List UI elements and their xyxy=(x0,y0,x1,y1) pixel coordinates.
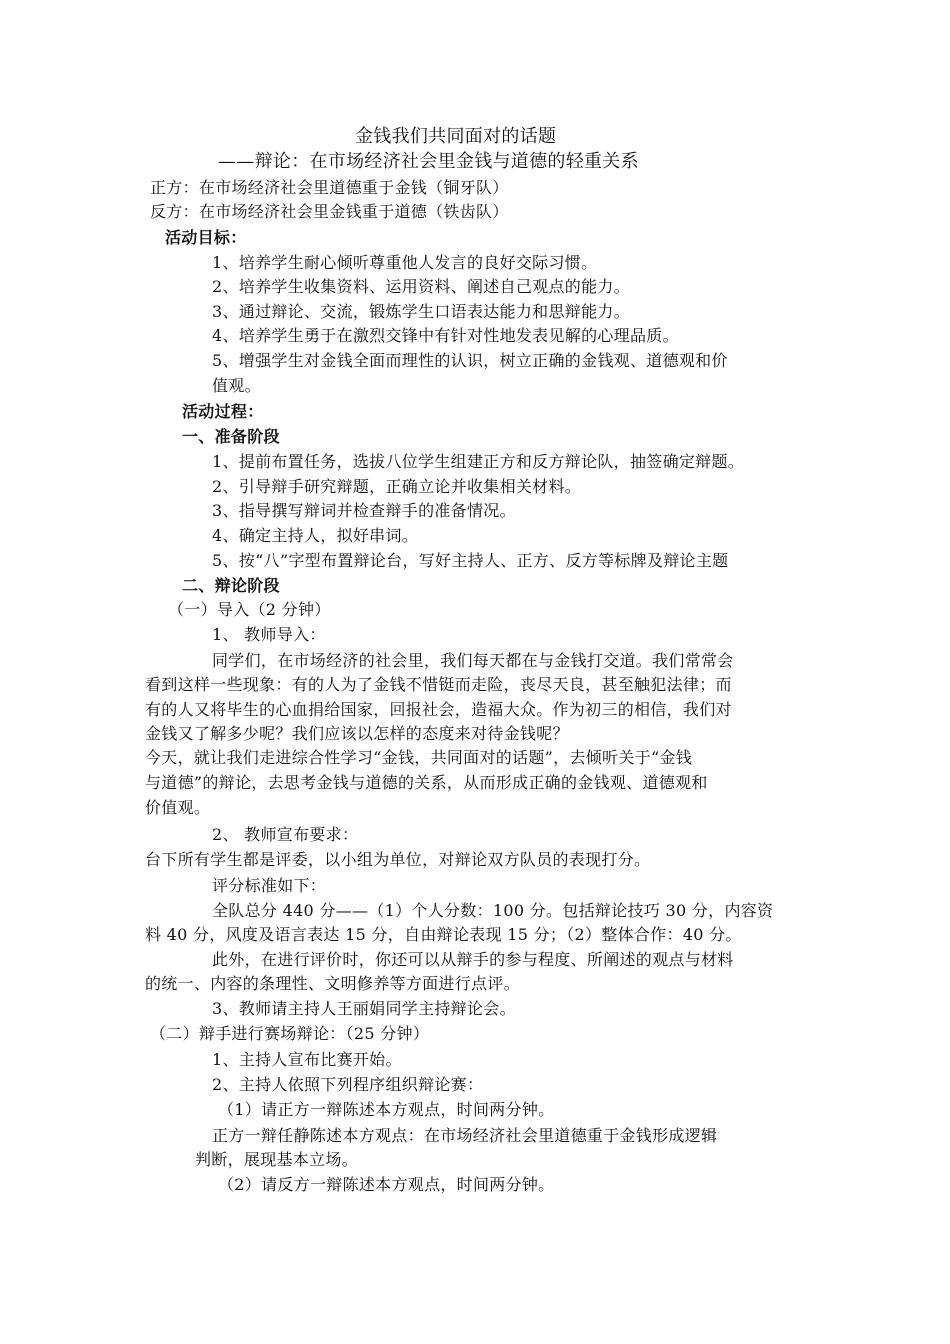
part1-heading: （一）导入（2 分钟） xyxy=(168,600,331,619)
stage1-heading: 一、准备阶段 xyxy=(182,427,280,446)
document-subtitle: ——辩论：在市场经济社会里金钱与道德的轻重关系 xyxy=(218,151,639,172)
debate-step: （1）请正方一辩陈述本方观点，时间两分钟。 xyxy=(218,1100,555,1119)
requirements-line: 台下所有学生都是评委，以小组为单位，对辩论双方队员的表现打分。 xyxy=(145,850,651,869)
part2-heading: （二）辩手进行赛场辩论：（25 分钟） xyxy=(150,1024,430,1043)
stage1-item: 4、确定主持人，拟好串词。 xyxy=(212,526,419,545)
evaluation-line: 的统一、内容的条理性、文明修养等方面进行点评。 xyxy=(145,974,520,993)
step-detail-line: 正方一辩任静陈述本方观点：在市场经济社会里道德重于金钱形成逻辑 xyxy=(212,1126,718,1145)
intro-paragraph-line: 与道德”的辩论，去思考金钱与道德的关系，从而形成正确的金钱观、道德观和 xyxy=(145,773,708,792)
intro-paragraph-line: 价值观。 xyxy=(145,798,211,817)
pro-side-line: 正方：在市场经济社会里道德重于金钱（铜牙队） xyxy=(150,178,509,197)
stage2-heading: 二、辩论阶段 xyxy=(182,576,280,595)
intro-paragraph-line: 金钱又了解多少呢？我们应该以怎样的态度来对待金钱呢？ xyxy=(145,724,569,743)
stage1-item: 3、指导撰写辩词并检查辩手的准备情况。 xyxy=(212,501,516,520)
goal-item: 2、培养学生收集资料、运用资料、阐述自己观点的能力。 xyxy=(212,277,630,296)
intro-paragraph-line: 同学们，在市场经济的社会里，我们每天都在与金钱打交道。我们常常会 xyxy=(212,651,734,670)
goal-item: 1、培养学生耐心倾听尊重他人发言的良好交际习惯。 xyxy=(212,253,598,272)
host-invite-line: 3、教师请主持人王丽娟同学主持辩论会。 xyxy=(212,999,516,1018)
stage1-item: 2、引导辩手研究辩题，正确立论并收集相关材料。 xyxy=(212,477,582,496)
scoring-label: 评分标准如下： xyxy=(212,876,327,895)
host-announce-line: 1、主持人宣布比赛开始。 xyxy=(212,1050,402,1069)
goals-heading: 活动目标： xyxy=(165,228,247,247)
goal-item-continuation: 值观。 xyxy=(212,376,261,395)
scoring-line: 料 40 分，风度及语言表达 15 分，自由辩论表现 15 分；（2）整体合作：40 分。 xyxy=(145,925,742,944)
document-title: 金钱我们共同面对的话题 xyxy=(355,126,557,147)
intro-paragraph-line: 有的人又将毕生的心血捐给国家，回报社会，造福大众。作为初三的相信，我们对 xyxy=(145,700,732,719)
teacher-requirements-heading: 2、 教师宣布要求： xyxy=(212,825,359,844)
stage1-item: 1、提前布置任务，选拔八位学生组建正方和反方辩论队，抽签确定辩题。 xyxy=(212,452,745,471)
goal-item: 5、增强学生对金钱全面而理性的认识，树立正确的金钱观、道德观和价 xyxy=(212,351,728,370)
scoring-line: 全队总分 440 分——（1）个人分数：100 分。包括辩论技巧 30 分，内容资 xyxy=(212,901,774,920)
evaluation-line: 此外，在进行评价时，你还可以从辩手的参与程度、所阐述的观点与材料 xyxy=(212,950,734,969)
intro-paragraph-line: 今天，就让我们走进综合性学习“金钱，共同面对的话题”，去倾听关于“金钱 xyxy=(145,748,693,767)
host-organize-line: 2、主持人依照下列程序组织辩论赛： xyxy=(212,1075,484,1094)
debate-step: （2）请反方一辩陈述本方观点，时间两分钟。 xyxy=(218,1175,555,1194)
goal-item: 4、培养学生勇于在激烈交锋中有针对性地发表见解的心理品质。 xyxy=(212,326,679,345)
teacher-intro-heading: 1、 教师导入： xyxy=(212,625,326,644)
process-heading: 活动过程： xyxy=(182,402,264,421)
step-detail-line: 判断，展现基本立场。 xyxy=(195,1150,359,1169)
stage1-item: 5、按“八”字型布置辩论台，写好主持人、正方、反方等标牌及辩论主题 xyxy=(212,551,729,570)
intro-paragraph-line: 看到这样一些现象：有的人为了金钱不惜铤而走险，丧尽天良，甚至触犯法律；而 xyxy=(145,675,732,694)
con-side-line: 反方：在市场经济社会里金钱重于道德（铁齿队） xyxy=(150,202,509,221)
goal-item: 3、通过辩论、交流，锻炼学生口语表达能力和思辩能力。 xyxy=(212,302,630,321)
